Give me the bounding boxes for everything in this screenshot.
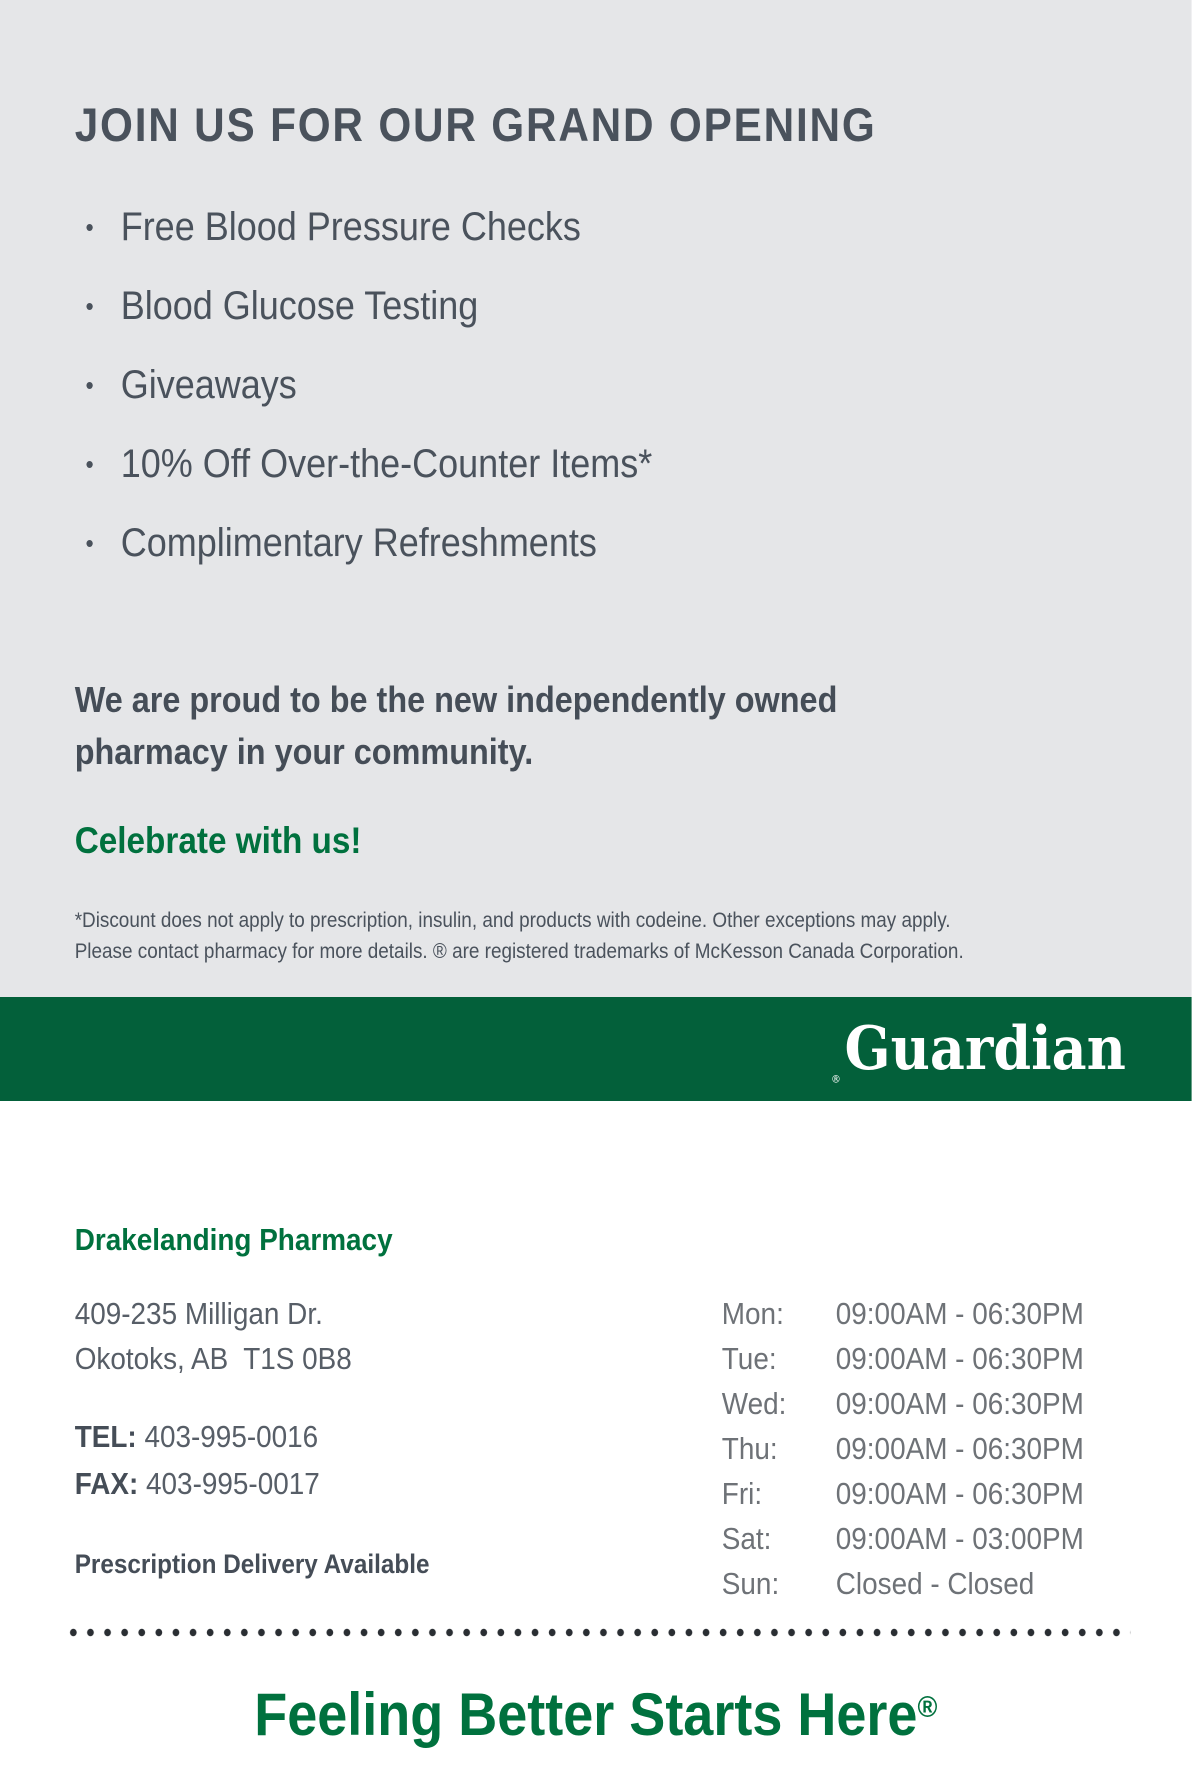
tagline-text: Feeling Better Starts Here: [254, 1681, 918, 1748]
benefit-item: [75, 362, 1156, 412]
benefit-item: [75, 283, 1156, 333]
address-line-1: 409-235 Milligan Dr.: [74, 1296, 323, 1331]
hours-time: 09:00AM - 03:00PM: [835, 1521, 1084, 1556]
benefit-item: [75, 520, 1156, 570]
hours-row: [722, 1336, 1084, 1381]
tel-line: [75, 1413, 722, 1460]
tagline: [0, 1679, 1192, 1751]
brand-band: [0, 997, 1192, 1101]
tagline-registered-mark: ®: [917, 1691, 938, 1724]
dotted-separator: [65, 1628, 1131, 1637]
hours-row: [722, 1291, 1084, 1336]
benefit-item: [75, 204, 1156, 254]
hours-row: [722, 1426, 1084, 1471]
registered-trademark-icon: ®: [831, 1072, 841, 1086]
hours-row: [722, 1471, 1084, 1516]
benefits-list: [75, 204, 1156, 570]
guardian-logo: [831, 1014, 1126, 1086]
guardian-wordmark: Guardian: [844, 1014, 1126, 1084]
benefit-label: Blood Glucose Testing: [120, 284, 479, 329]
hours-day: Mon:: [721, 1296, 784, 1331]
benefit-item: [75, 441, 1156, 491]
hours-row: [722, 1381, 1084, 1426]
hours-day: Tue:: [721, 1341, 777, 1376]
benefit-label: 10% Off Over-the-Counter Items*: [120, 442, 653, 487]
fax-number: 403-995-0017: [146, 1466, 320, 1501]
bullet-icon: •: [85, 370, 94, 401]
fax-label: FAX:: [74, 1466, 139, 1501]
hours-time: 09:00AM - 06:30PM: [835, 1431, 1084, 1466]
delivery-note: Prescription Delivery Available: [74, 1549, 430, 1579]
pharmacy-name: Drakelanding Pharmacy: [74, 1222, 393, 1257]
hours-table: [722, 1291, 1084, 1606]
bullet-icon: •: [85, 212, 94, 243]
benefit-label: Giveaways: [120, 363, 297, 408]
benefit-label: Free Blood Pressure Checks: [120, 205, 581, 250]
hours-time: 09:00AM - 06:30PM: [835, 1341, 1084, 1376]
tel-number: 403-995-0016: [144, 1419, 319, 1454]
fax-line: [75, 1460, 722, 1507]
address-line-2: Okotoks, AB T1S 0B8: [74, 1341, 352, 1376]
benefit-label: Complimentary Refreshments: [120, 521, 597, 566]
hours-day: Sat:: [721, 1521, 772, 1556]
bullet-icon: •: [85, 528, 94, 559]
contact-column: [75, 1221, 722, 1606]
phone-block: [75, 1413, 722, 1507]
hours-time: 09:00AM - 06:30PM: [835, 1476, 1084, 1511]
tel-label: TEL:: [74, 1419, 137, 1454]
hours-row: [722, 1516, 1084, 1561]
intro-line-2: pharmacy in your community.: [74, 731, 534, 773]
hours-day: Thu:: [721, 1431, 778, 1466]
hours-time: 09:00AM - 06:30PM: [835, 1296, 1084, 1331]
disclaimer-line-1: *Discount does not apply to prescription, insulin, and products with codeine. Other exceptions may apply.: [74, 909, 951, 933]
disclaimer-line-2: Please contact pharmacy for more details. ® are registered trademarks of McKesson Canada Corporation.: [74, 939, 964, 963]
hours-day: Wed:: [721, 1386, 787, 1421]
bullet-icon: •: [85, 449, 94, 480]
disclaimer-text: [75, 906, 1110, 967]
intro-line-1: We are proud to be the new independently owned: [74, 679, 838, 721]
hours-row: [722, 1561, 1084, 1606]
hours-time: 09:00AM - 06:30PM: [835, 1386, 1084, 1421]
bullet-icon: •: [85, 291, 94, 322]
celebrate-heading: Celebrate with us!: [74, 820, 362, 862]
intro-paragraph: [75, 674, 1156, 778]
pharmacy-info-section: [0, 1101, 1192, 1606]
hours-day: Sun:: [721, 1566, 780, 1601]
hours-day: Fri:: [721, 1476, 763, 1511]
grand-opening-headline: JOIN US FOR OUR GRAND OPENING: [74, 98, 877, 151]
hours-time: Closed - Closed: [835, 1566, 1035, 1601]
